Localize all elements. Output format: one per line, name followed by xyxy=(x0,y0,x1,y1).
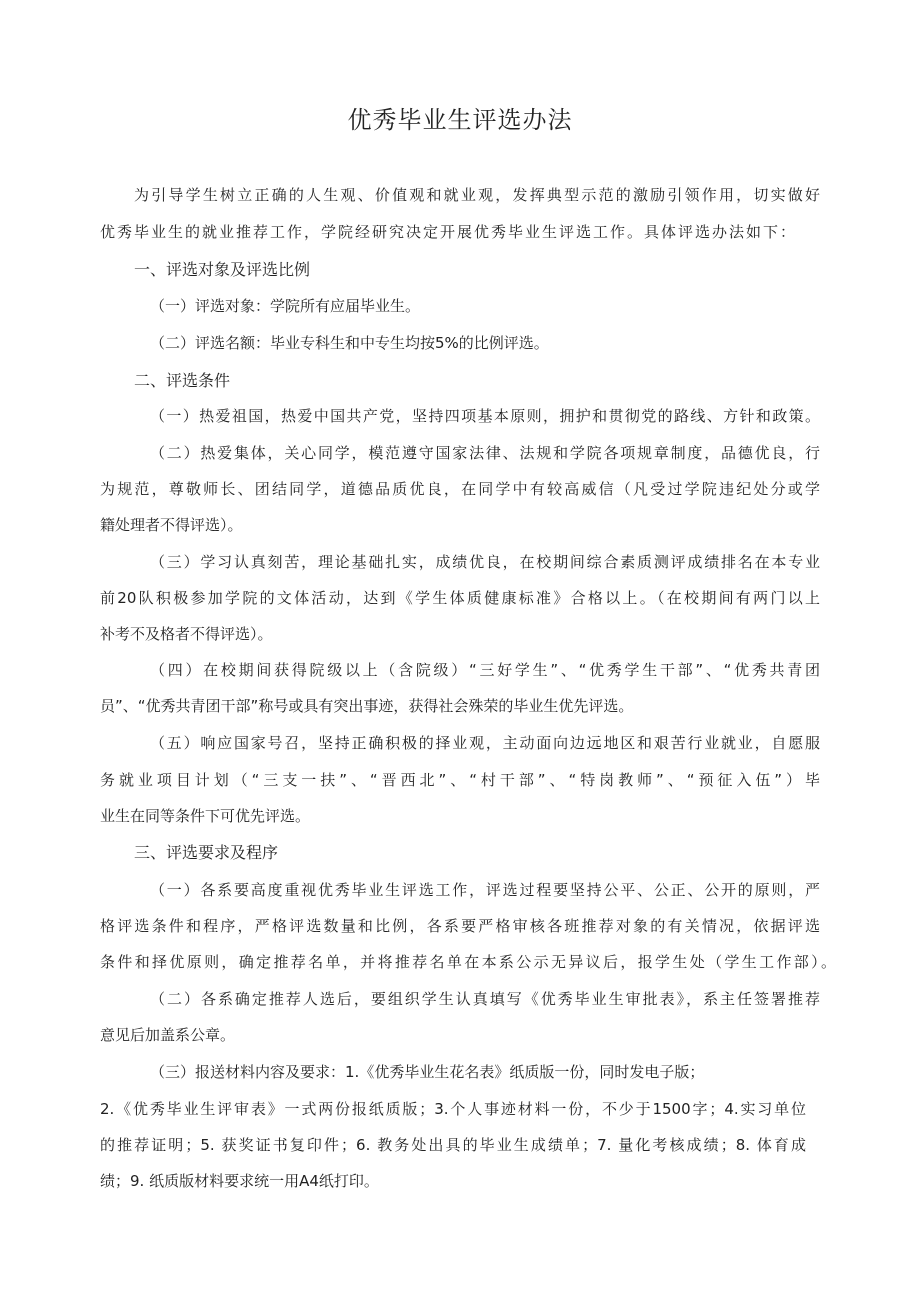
section-3-item-3-line-2: 2.《优秀毕业生评审表》一式两份报纸质版；3.个人事迹材料一份，不少于1500字；4.实习单位 xyxy=(100,1100,806,1118)
section-2-item-5-line-1: （五）响应国家号召，坚持正确积极的择业观，主动面向边远地区和艰苦行业就业，自愿服 xyxy=(150,734,820,752)
section-2-item-2-line-3: 籍处理者不得评选）。 xyxy=(100,516,243,534)
document-title: 优秀毕业生评选办法 xyxy=(347,106,573,134)
intro-line-1: 为引导学生树立正确的人生观、价值观和就业观，发挥典型示范的激励引领作用，切实做好 xyxy=(134,186,820,204)
section-3-item-3-line-1: （三）报送材料内容及要求：1.《优秀毕业生花名表》纸质版一份，同时发电子版； xyxy=(150,1063,705,1081)
section-1-item-1: （一）评选对象：学院所有应届毕业生。 xyxy=(150,297,421,315)
section-2-item-3-line-2: 前20队积极参加学院的文体活动，达到《学生体质健康标准》合格以上。（在校期间有两门以上 xyxy=(100,589,820,607)
section-2-item-2-line-2: 为规范，尊敬师长、团结同学，道德品质优良，在同学中有较高威信（凡受过学院违纪处分或学 xyxy=(100,480,820,498)
section-3-item-2-line-1: （二）各系确定推荐人选后，要组织学生认真填写《优秀毕业生审批表》，系主任签署推荐 xyxy=(150,990,820,1008)
section-2-heading: 二、评选条件 xyxy=(134,371,231,390)
section-1-item-2: （二）评选名额：毕业专科生和中专生均按5%的比例评选。 xyxy=(150,334,549,352)
section-3-item-3-line-3: 的推荐证明；5. 获奖证书复印件；6. 教务处出具的毕业生成绩单；7. 量化考核成绩；8. 体育成 xyxy=(100,1136,806,1154)
section-2-item-5-line-2: 务就业项目计划（“三支一扶”、“晋西北”、“村干部”、“特岗教师”、“预征入伍”）毕 xyxy=(100,771,820,789)
section-2-item-1: （一）热爱祖国，热爱中国共产党，坚持四项基本原则，拥护和贯彻党的路线、方针和政策。 xyxy=(150,407,820,425)
section-2-item-5-line-3: 业生在同等条件下可优先评选。 xyxy=(100,807,311,825)
section-2-item-3-line-3: 补考不及格者不得评选）。 xyxy=(100,625,273,643)
intro-line-2: 优秀毕业生的就业推荐工作，学院经研究决定开展优秀毕业生评选工作。具体评选办法如下： xyxy=(100,223,795,241)
section-1-heading: 一、评选对象及评选比例 xyxy=(134,260,311,279)
section-3-item-1-line-1: （一）各系要高度重视优秀毕业生评选工作，评选过程要坚持公平、公正、公开的原则，严 xyxy=(150,881,820,899)
section-3-item-1-line-3: 条件和择优原则，确定推荐名单，并将推荐名单在本系公示无异议后，报学生处（学生工作部）。 xyxy=(100,953,836,971)
section-3-item-1-line-2: 格评选条件和程序，严格评选数量和比例，各系要严格审核各班推荐对象的有关情况，依据评选 xyxy=(100,917,820,935)
section-3-item-3-line-4: 绩；9. 纸质版材料要求统一用A4纸打印。 xyxy=(100,1172,379,1190)
section-2-item-2-line-1: （二）热爱集体，关心同学，模范遵守国家法律、法规和学院各项规章制度，品德优良，行 xyxy=(150,444,820,462)
section-3-heading: 三、评选要求及程序 xyxy=(134,843,279,862)
section-3-item-2-line-2: 意见后加盖系公章。 xyxy=(100,1026,236,1044)
section-2-item-4-line-2: 员”、“优秀共青团干部”称号或具有突出事迹，获得社会殊荣的毕业生优先评选。 xyxy=(100,697,634,715)
section-2-item-4-line-1: （四）在校期间获得院级以上（含院级）“三好学生”、“优秀学生干部”、“优秀共青团 xyxy=(150,661,820,679)
section-2-item-3-line-1: （三）学习认真刻苦，理论基础扎实，成绩优良，在校期间综合素质测评成绩排名在本专业 xyxy=(150,553,820,571)
